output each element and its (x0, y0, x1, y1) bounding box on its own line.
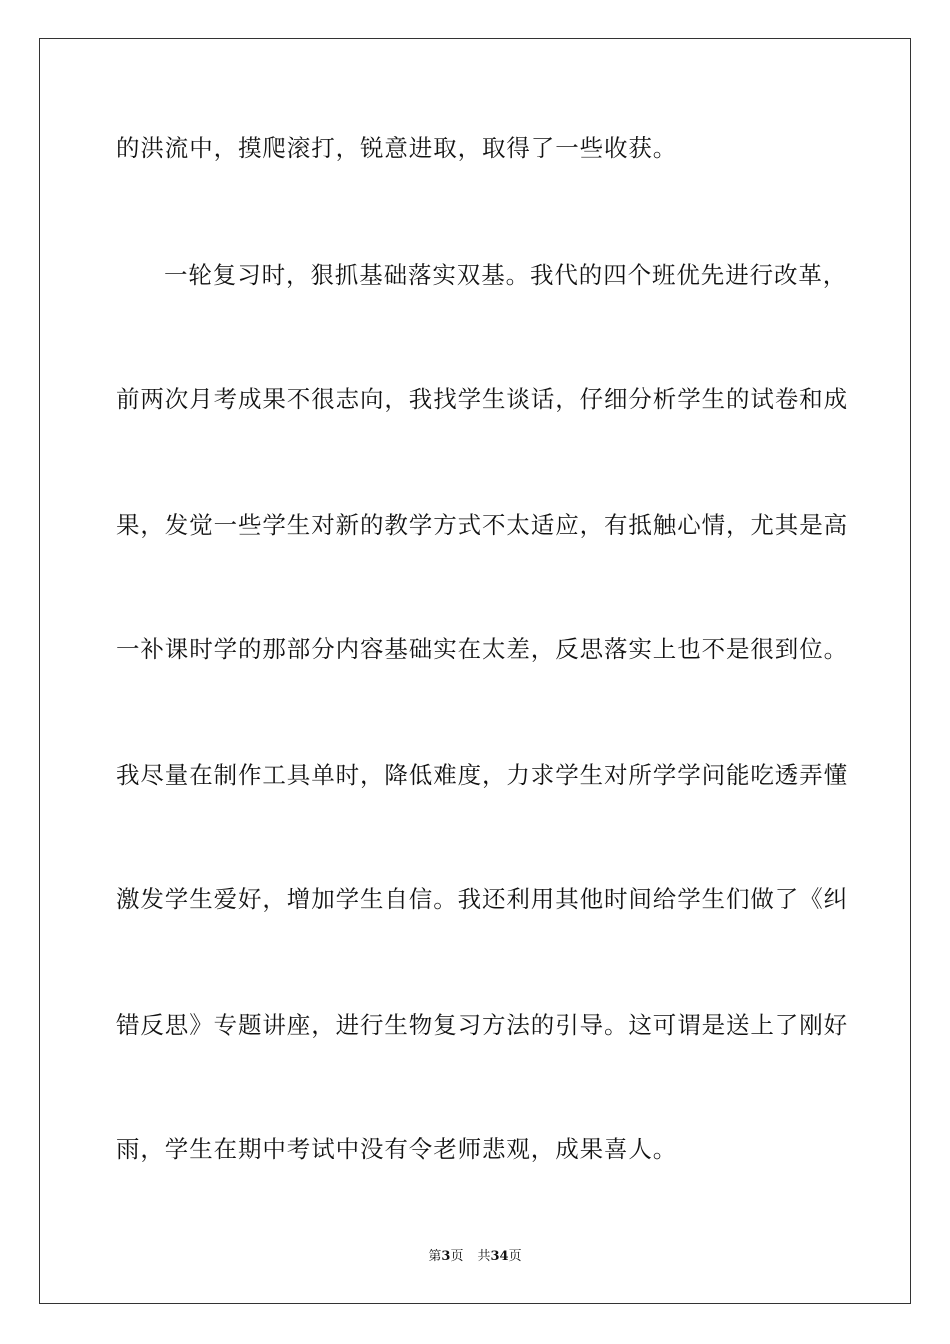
page-border (39, 38, 911, 1304)
page-prefix: 第 (428, 1249, 442, 1264)
page-number: 3 (441, 1249, 451, 1264)
total-pages: 34 (490, 1249, 509, 1264)
text-line-4: 果，发觉一些学生对新的教学方式不太适应，有抵触心情，尤其是高 (116, 511, 848, 539)
text-line-5: 一补课时学的那部分内容基础实在太差，反思落实上也不是很到位。 (116, 635, 848, 663)
page-footer (0, 1248, 950, 1266)
text-line-1: 的洪流中，摸爬滚打，锐意进取，取得了一些收获。 (116, 134, 678, 162)
text-line-6: 我尽量在制作工具单时，降低难度，力求学生对所学学问能吃透弄懂 (116, 761, 848, 789)
text-line-8: 错反思》专题讲座，进行生物复习方法的引导。这可谓是送上了刚好 (116, 1011, 848, 1039)
text-line-3: 前两次月考成果不很志向，我找学生谈话，仔细分析学生的试卷和成 (116, 385, 848, 413)
total-suffix: 页 (508, 1249, 522, 1264)
total-prefix: 共 (477, 1249, 491, 1264)
text-line-7: 激发学生爱好，增加学生自信。我还利用其他时间给学生们做了《纠 (116, 885, 848, 913)
page-suffix: 页 (450, 1249, 464, 1264)
text-line-9: 雨，学生在期中考试中没有令老师悲观，成果喜人。 (116, 1135, 678, 1163)
text-line-2: 一轮复习时，狠抓基础落实双基。我代的四个班优先进行改革， (164, 261, 848, 289)
